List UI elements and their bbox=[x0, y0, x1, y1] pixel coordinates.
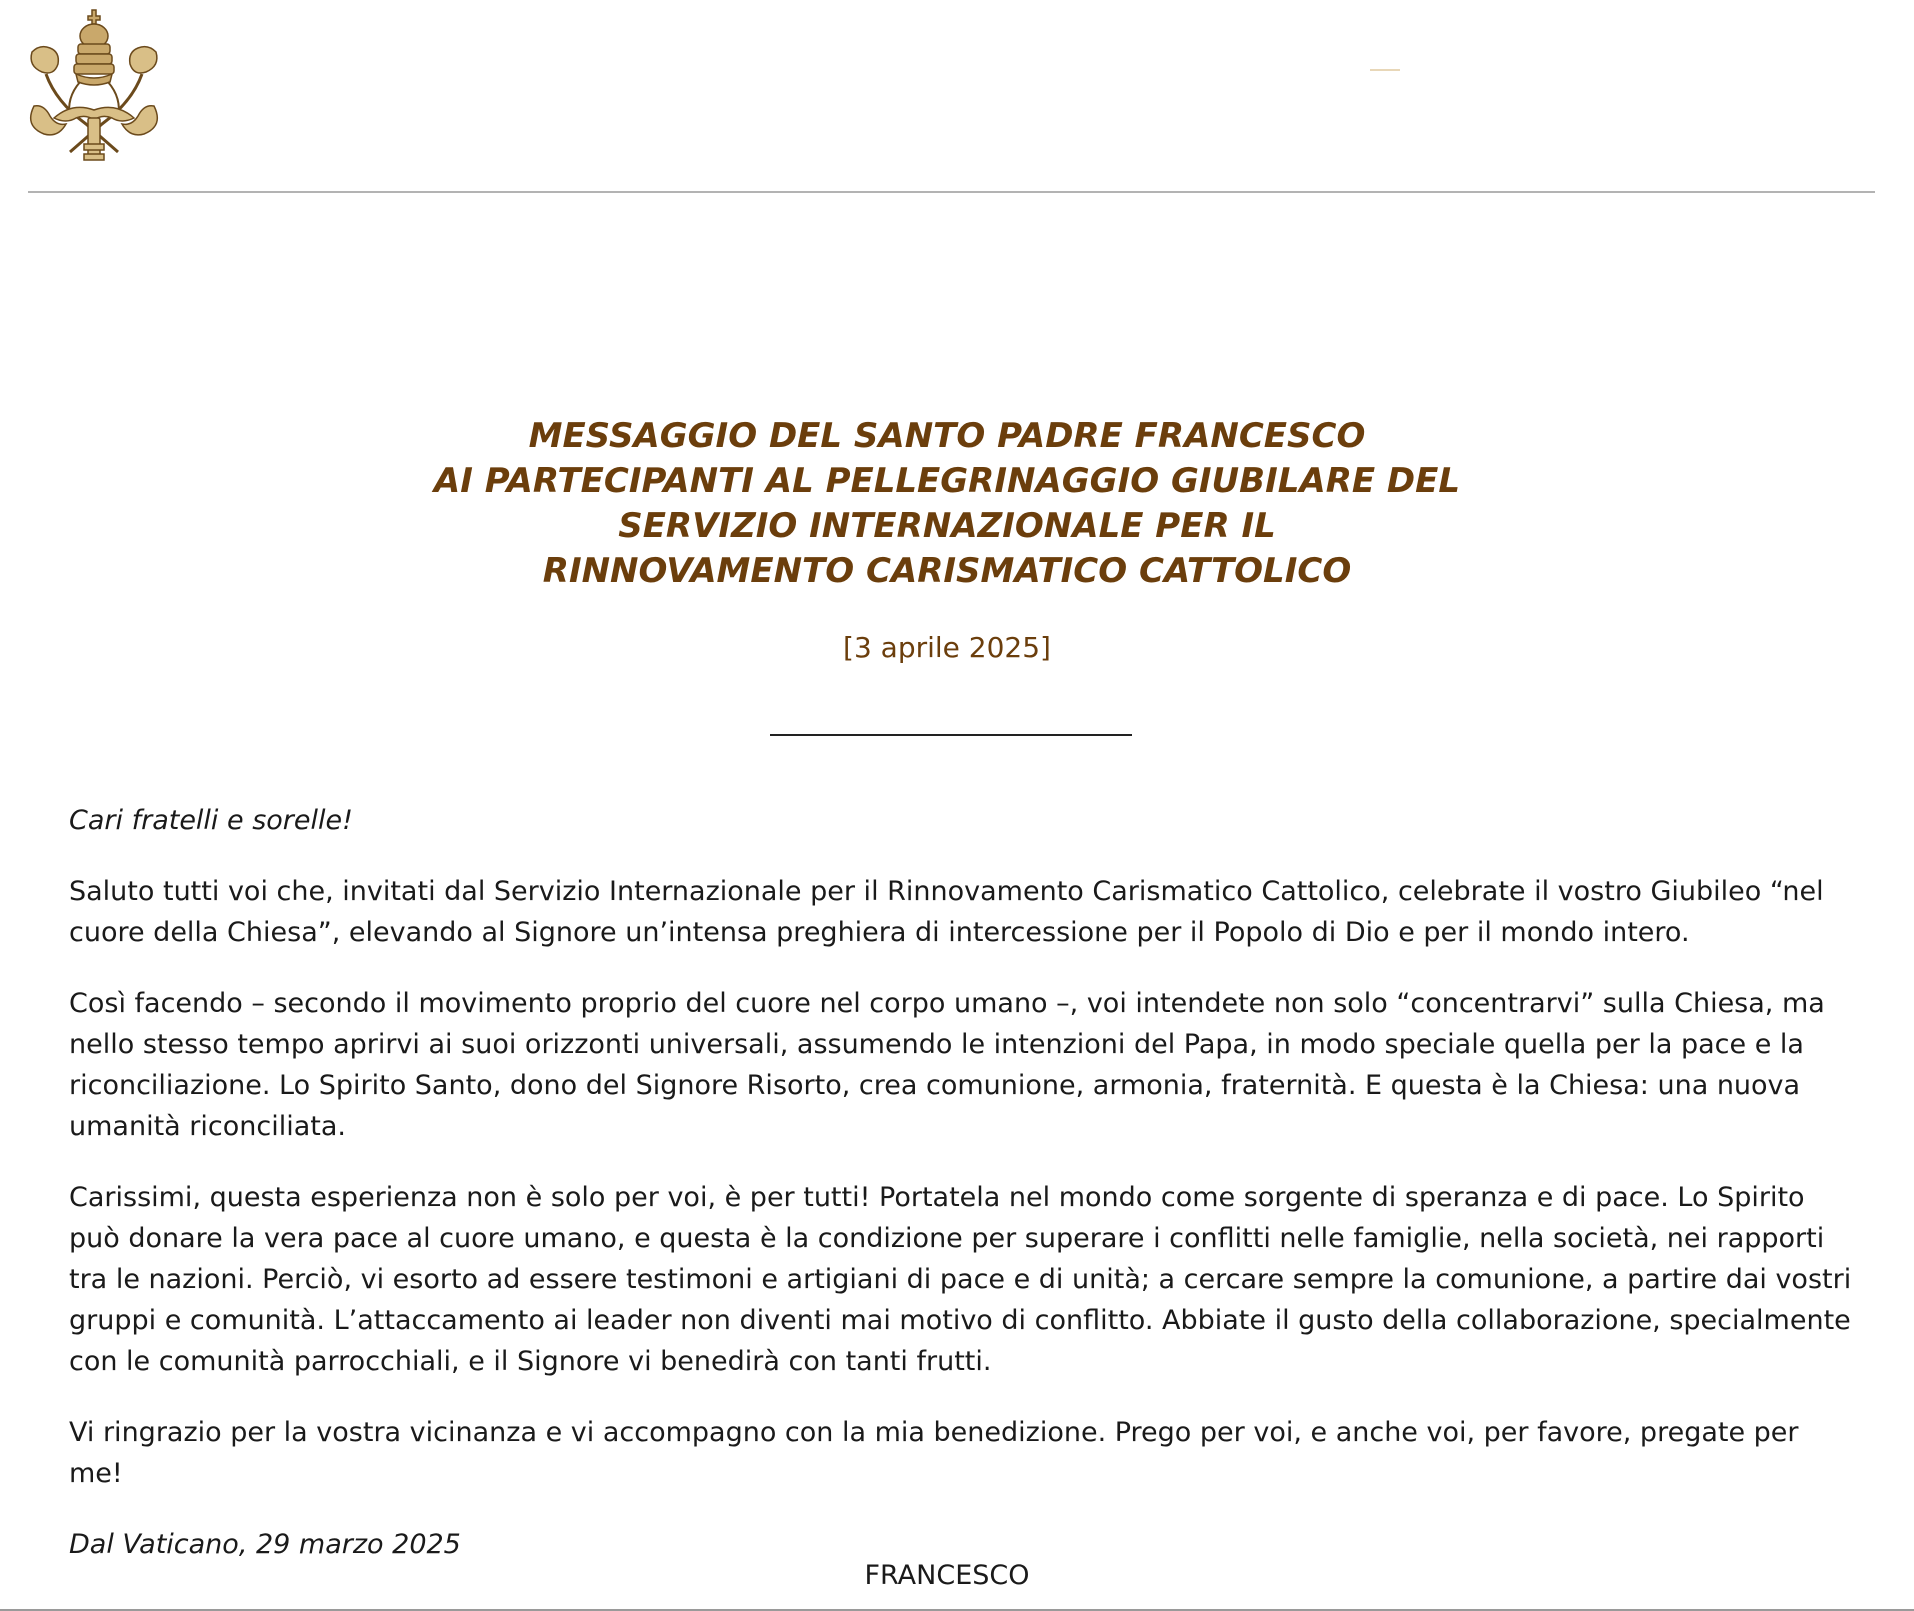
header-divider bbox=[28, 191, 1875, 193]
paragraph: Vi ringrazio per la vostra vicinanza e vi accompagno con la mia benedizione. Prego per voi, e anche voi, per favore, pregate per me! bbox=[69, 1417, 1799, 1489]
page-header bbox=[0, 0, 1914, 192]
papal-crossed-keys-crest-icon bbox=[26, 6, 162, 166]
paragraph: Carissimi, questa esperienza non è solo per voi, è per tutti! Portatela nel mondo come sorgente di speranza e di pace. Lo Spirito può donare la vera pace al cuore umano, e questa è la condizione per superare i conflitti nelle famiglie, nella società, nei rapporti tra le nazioni. Perciò, vi esorto ad essere testimoni e artigiani di pace e di unità; a cercare sempre la comunione, a partire dai vostri gruppi e comunità. L’attaccamento ai leader non diventi mai motivo di conflitto. Abbiate il gusto della collaborazione, specialmente con le comunità parrocchiali, e il Signore vi benedirà con tanti frutti. bbox=[69, 1182, 1852, 1377]
document-title bbox=[0, 414, 1894, 594]
paragraph: Così facendo – secondo il movimento proprio del cuore nel corpo umano –, voi intendete non solo “concentrarvi” sulla Chiesa, ma nello stesso tempo aprirvi ai suoi orizzonti universali, assumendo le intenzioni del Papa, in modo speciale quella per la pace e la riconciliazione. Lo Spirito Santo, dono del Signore Risorto, crea comunione, armonia, fraternità. E questa è la Chiesa: una nuova umanità riconciliata. bbox=[69, 988, 1825, 1142]
paragraph: Saluto tutti voi che, invitati dal Servizio Internazionale per il Rinnovamento Carismatico Cattolico, celebrate il vostro Giubileo “nel cuore della Chiesa”, elevando al Signore un’intensa preghiera di intercessione per il Popolo di Dio e per il mondo intero. bbox=[69, 876, 1824, 948]
title-line: MESSAGGIO DEL SANTO PADRE FRANCESCO bbox=[528, 416, 1366, 456]
title-separator bbox=[770, 734, 1132, 736]
signature: FRANCESCO bbox=[864, 1560, 1030, 1591]
place-and-date: Dal Vaticano, 29 marzo 2025 bbox=[69, 1529, 461, 1560]
title-line: RINNOVAMENTO CARISMATICO CATTOLICO bbox=[542, 551, 1352, 591]
greeting: Cari fratelli e sorelle! bbox=[69, 805, 353, 836]
title-line: SERVIZIO INTERNAZIONALE PER IL bbox=[618, 506, 1276, 546]
header-accent-mark bbox=[1370, 69, 1400, 71]
title-line: AI PARTECIPANTI AL PELLEGRINAGGIO GIUBILARE DEL bbox=[433, 461, 1461, 501]
document-date: [3 aprile 2025] bbox=[843, 631, 1051, 664]
message-body bbox=[69, 800, 1859, 1595]
